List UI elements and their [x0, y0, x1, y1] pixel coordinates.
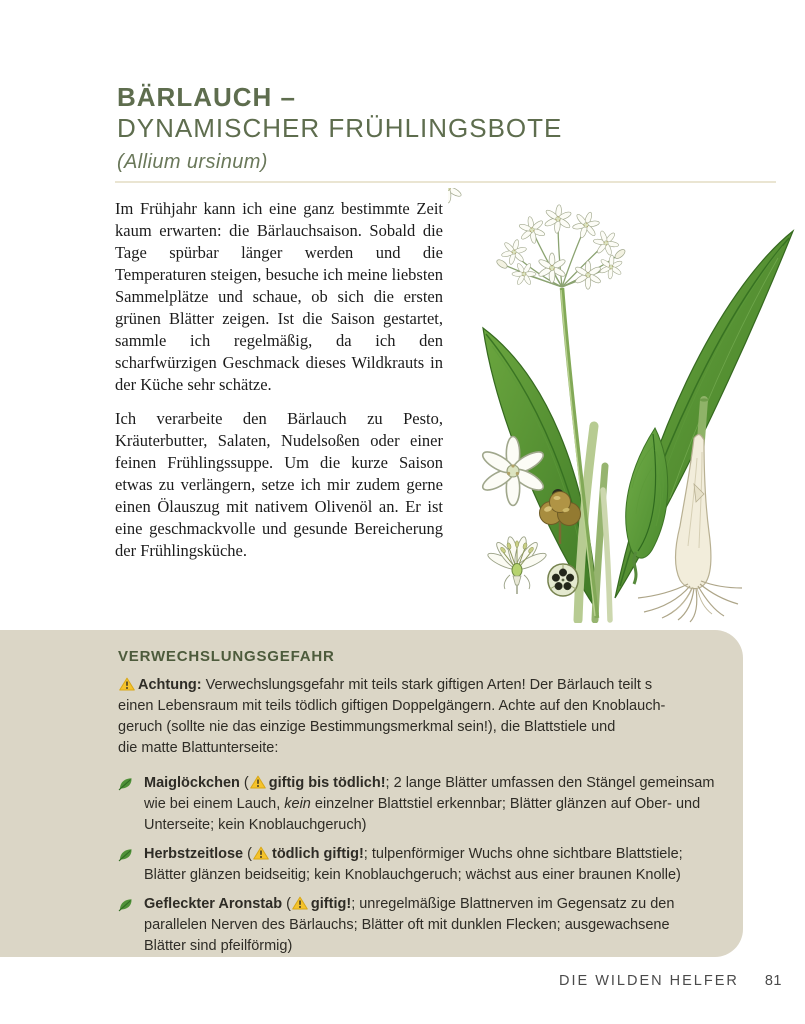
page-footer — [559, 973, 782, 989]
warning-box-heading: VERWECHSLUNGSGEFAHR — [118, 648, 335, 665]
list-item-text: Maiglöckchen ( giftig bis tödlich!; 2 lange Blätter umfassen den Stängel gemeinsam wie bei einem Lauch, kein einzelner Blattstiel erkennbar; Blätter glänzen auf Ober- und Unterseite; kein Knoblauchgeruch) — [144, 775, 715, 833]
toxicity-label: giftig! — [310, 896, 352, 912]
warning-triangle-icon — [119, 677, 135, 691]
latin-name-subtitle: (Allium ursinum) — [117, 151, 268, 173]
article-text-column — [115, 198, 443, 574]
list-item — [118, 773, 715, 836]
botanical-illustration — [448, 188, 805, 623]
page-title-line2: DYNAMISCHER FRÜHLINGSBOTE — [117, 113, 563, 143]
warning-triangle-icon — [292, 896, 308, 910]
toxicity-label: giftig bis tödlich! — [268, 775, 386, 791]
page-header — [117, 82, 562, 174]
capsule-cross-section — [548, 564, 578, 596]
flower-cross-section — [486, 536, 548, 594]
warning-triangle-icon — [253, 846, 269, 860]
lookalike-list — [118, 773, 715, 957]
leaf-icon — [118, 776, 133, 791]
article-paragraph: Im Frühjahr kann ich eine ganz bestimmte Zeit kaum erwarten: die Bärlauchsaison. Sobald die Tage spürbar länger werden und die Temperaturen steigen, besuche ich meine liebsten Sammelplätze und schaue, ob sich die ersten grünen Blätter zeigen. Ist die Saison gestartet, sammle ich regelmäßig, da ich den scharfwürzigen Geschmack dieses Wildkrauts in der Küche sehr schätze. — [115, 199, 443, 394]
warning-triangle-icon — [250, 775, 266, 789]
warning-intro-line — [118, 675, 715, 696]
warning-bold: Achtung: — [138, 677, 202, 693]
warning-box — [0, 630, 743, 957]
page-title — [117, 82, 562, 144]
warning-intro-line: einen Lebensraum mit teils tödlich giftigen Doppelgängern. Achte auf den Knoblauch- — [118, 698, 666, 714]
flower-umbel — [448, 188, 627, 290]
plant-name: Maiglöckchen — [144, 775, 240, 791]
leaf-icon — [118, 897, 133, 912]
page-title-line1: BÄRLAUCH – — [117, 82, 296, 112]
list-item — [118, 894, 715, 957]
warning-intro-line: geruch (sollte nie das einzige Bestimmungsmerkmal sein!), die Blattstiele und — [118, 719, 616, 735]
plant-name: Gefleckter Aronstab — [144, 896, 283, 912]
toxicity-label: tödlich giftig! — [271, 846, 364, 862]
leaf-icon — [118, 847, 133, 862]
warning-text: Verwechslungsgefahr mit teils stark giftigen Arten! Der Bärlauch teilt s — [201, 677, 653, 693]
title-divider — [115, 181, 776, 183]
list-item-text: Gefleckter Aronstab ( giftig!; unregelmäßige Blattnerven im Gegensatz zu den parallelen Nerven des Bärlauchs; Blätter oft mit dunklen Flecken; ausgewachsene Blätter sind pfeilförmig) — [144, 896, 675, 954]
list-item — [118, 844, 715, 886]
chapter-title: DIE WILDEN HELFER — [559, 973, 739, 989]
warning-intro-line: die matte Blattunterseite: — [118, 740, 279, 756]
plant-name: Herbstzeitlose — [144, 846, 244, 862]
list-item-text: Herbstzeitlose ( tödlich giftig!; tulpenförmiger Wuchs ohne sichtbare Blattstiele; Blätter glänzen beidseitig; kein Knoblauchgeruch; wächst aus einer braunen Knolle) — [144, 846, 683, 883]
page-number: 81 — [764, 973, 782, 989]
warning-intro — [118, 675, 715, 759]
article-paragraph: Ich verarbeite den Bärlauch zu Pesto, Kräuterbutter, Salaten, Nudelsoßen oder einer feinen Frühlingssuppe. Um die kurze Saison etwas zu verlängern, setze ich mir zudem gerne einen Ölauszug mit nativem Olivenöl an. Er ist eine geschmackvolle und gesunde Bereicherung der Frühlingsküche. — [115, 409, 443, 560]
